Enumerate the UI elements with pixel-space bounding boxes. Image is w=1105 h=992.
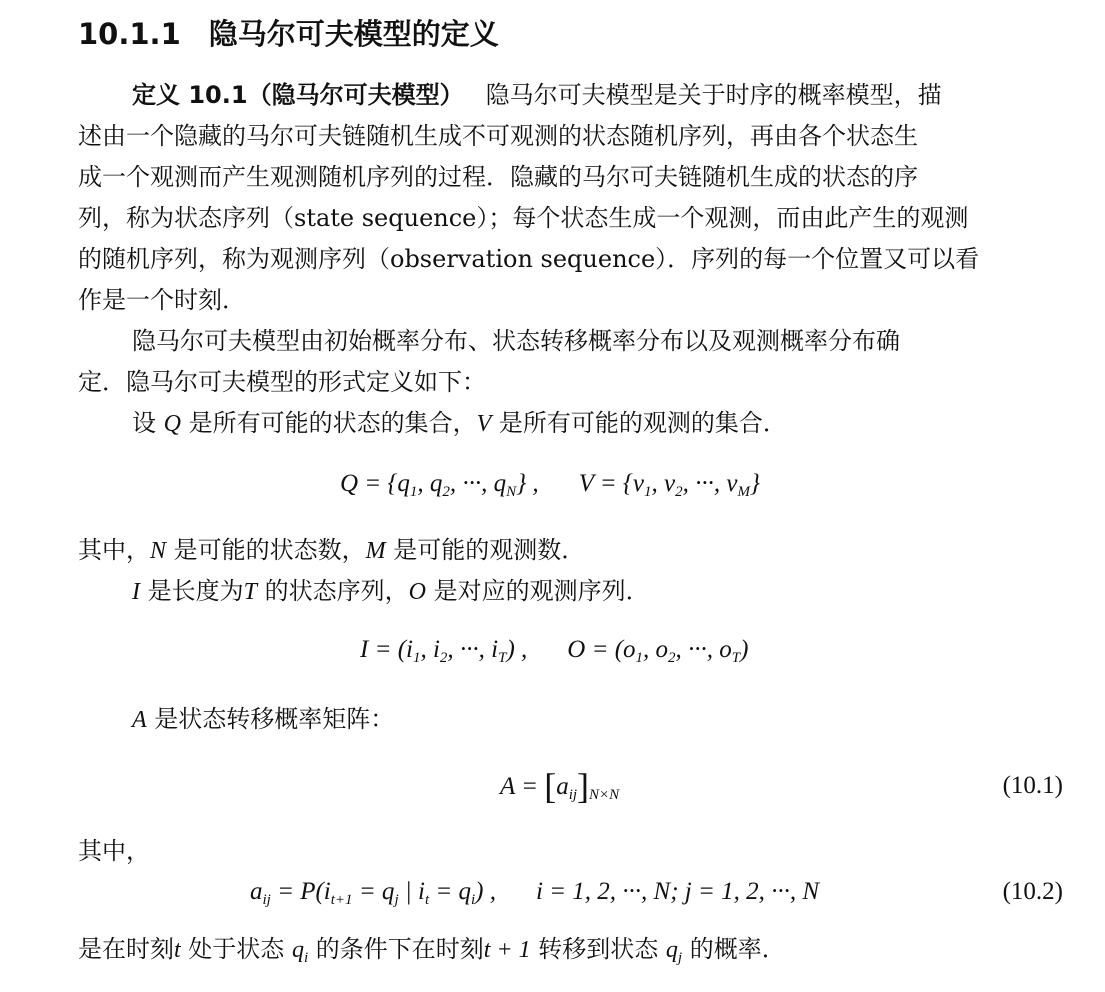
para5-line bbox=[132, 576, 1067, 607]
eq101-a: a bbox=[556, 773, 569, 800]
para8-mid1: 处于状态 bbox=[180, 935, 292, 963]
para3-suffix: 是所有可能的观测的集合． bbox=[491, 409, 787, 437]
para8-suffix: 的概率． bbox=[682, 935, 786, 963]
eq101-open-bracket: [ bbox=[544, 766, 557, 806]
para2-line-2: 定．隐马尔可夫模型的形式定义如下： bbox=[78, 368, 486, 396]
definition-name: （隐马尔可夫模型） bbox=[247, 81, 464, 109]
eq102-eq: = P(i bbox=[270, 878, 331, 905]
equation-10-2 bbox=[250, 876, 819, 916]
eq101-lhs: A = bbox=[500, 773, 545, 800]
eq102-t-sub: t bbox=[424, 892, 430, 908]
symbol-qi-sub: i bbox=[303, 950, 309, 966]
eq102-mid: = q bbox=[352, 878, 395, 905]
eq102-j-sub: j bbox=[394, 892, 399, 908]
symbol-N: N bbox=[150, 538, 167, 564]
eq102-close: ) , bbox=[475, 878, 496, 905]
equation-number-10-1: (10.1) bbox=[1002, 772, 1063, 799]
equation-number-10-2: (10.2) bbox=[1002, 878, 1063, 905]
eq102-range: i = 1, 2, ···, N; j = 1, 2, ···, N bbox=[535, 878, 820, 905]
symbol-qj-sub: j bbox=[677, 950, 683, 966]
eq-q-mid: , ···, q bbox=[449, 470, 507, 497]
definition-line-6: 作是一个时刻． bbox=[78, 286, 246, 314]
section-number: 10.1.1 bbox=[78, 17, 181, 51]
definition-text-1: 隐马尔可夫模型是关于时序的概率模型，描 bbox=[485, 81, 942, 109]
para8-prefix: 是在时刻 bbox=[78, 935, 174, 963]
eq-o-subT: T bbox=[731, 650, 741, 666]
symbol-t: t bbox=[174, 937, 181, 963]
equation-sequences bbox=[360, 634, 748, 674]
eq101-dim: N×N bbox=[589, 787, 620, 803]
eq-v-mid: , ···, v bbox=[682, 470, 738, 497]
eq-i-subT: T bbox=[498, 650, 507, 666]
para3-line bbox=[132, 408, 1067, 439]
symbol-A: A bbox=[132, 707, 147, 733]
para8-line bbox=[78, 934, 1068, 973]
eq-q-sub2: 2 bbox=[442, 484, 450, 500]
eq-o-mid: , ···, o bbox=[675, 636, 732, 663]
eq-q-end: } , bbox=[516, 470, 539, 497]
eq102-i-sub: i bbox=[470, 892, 476, 908]
symbol-I: I bbox=[132, 579, 140, 605]
para7-line: 其中， bbox=[78, 837, 150, 865]
eq-v-end: } bbox=[749, 470, 760, 497]
section-heading bbox=[78, 12, 499, 53]
symbol-Q: Q bbox=[163, 411, 181, 437]
eq-v-sub1: 1 bbox=[643, 484, 652, 500]
equation-sets bbox=[340, 468, 760, 508]
para4-suffix: 是可能的观测数． bbox=[385, 536, 586, 564]
definition-line-3: 成一个观测而产生观测随机序列的过程．隐藏的马尔可夫链随机生成的状态的序 bbox=[78, 163, 918, 191]
para8-mid3: 转移到状态 bbox=[530, 935, 666, 963]
eq-v-lhs: V = {v bbox=[578, 470, 644, 497]
eq-i-end: ) , bbox=[506, 636, 528, 663]
eq102-mid2: = q bbox=[429, 878, 471, 905]
symbol-t-plus: t bbox=[483, 937, 491, 963]
symbol-qi: q bbox=[291, 937, 304, 963]
eq-i-sub2: 2 bbox=[439, 650, 448, 666]
section-title: 隐马尔可夫模型的定义 bbox=[208, 17, 499, 51]
definition-label: 定义 10.1 bbox=[132, 81, 248, 109]
para3-mid: 是所有可能的状态的集合， bbox=[180, 409, 477, 437]
eq-q-sub1: 1 bbox=[409, 484, 418, 500]
eq-q-subN: N bbox=[506, 484, 517, 500]
eq101-a-sub: ij bbox=[568, 787, 578, 803]
para8-mid2: 的条件下在时刻 bbox=[308, 935, 484, 963]
definition-line-1 bbox=[132, 80, 1067, 110]
para5-mid2: 的状态序列， bbox=[257, 577, 409, 605]
symbol-V: V bbox=[476, 411, 492, 437]
para4-mid: 是可能的状态数， bbox=[166, 536, 366, 564]
definition-line-2: 述由一个隐藏的马尔可夫链随机生成不可观测的状态随机序列，再由各个状态生 bbox=[78, 122, 918, 150]
symbol-T: T bbox=[243, 579, 257, 605]
eq-o-sub1: 1 bbox=[635, 650, 644, 666]
eq-i-lhs: I = (i bbox=[360, 636, 413, 663]
para4-line bbox=[78, 535, 1068, 566]
eq102-a: a bbox=[250, 878, 263, 905]
eq-o-end: ) bbox=[740, 636, 749, 663]
symbol-plus-one: + 1 bbox=[490, 937, 531, 963]
equation-10-1 bbox=[500, 766, 620, 811]
symbol-M: M bbox=[365, 538, 386, 564]
eq-o-sub2: 2 bbox=[668, 650, 676, 666]
eq-v-sep: , v bbox=[651, 470, 676, 497]
para5-suffix: 是对应的观测序列． bbox=[425, 577, 650, 605]
eq-q-sep: , q bbox=[417, 470, 443, 497]
eq-o-lhs: O = (o bbox=[567, 636, 636, 663]
eq-v-sub2: 2 bbox=[675, 484, 683, 500]
eq-q-lhs: Q = {q bbox=[340, 470, 410, 497]
eq-i-sep: , i bbox=[420, 636, 440, 663]
symbol-qj: q bbox=[665, 937, 678, 963]
eq102-a-sub: ij bbox=[262, 892, 271, 908]
para2-line-1: 隐马尔可夫模型由初始概率分布、状态转移概率分布以及观测概率分布确 bbox=[132, 327, 900, 355]
para4-prefix: 其中， bbox=[78, 536, 150, 564]
eq102-bar: | i bbox=[398, 878, 425, 905]
para5-mid1: 是长度为 bbox=[140, 577, 244, 605]
eq-i-sub1: 1 bbox=[412, 650, 421, 666]
symbol-O: O bbox=[408, 579, 426, 605]
definition-line-4: 列，称为状态序列（state sequence）；每个状态生成一个观测，而由此产生的观测 bbox=[78, 204, 969, 232]
para6-line bbox=[132, 704, 1067, 735]
definition-line-5: 的随机序列，称为观测序列（observation sequence）．序列的每一个位置又可以看 bbox=[78, 245, 980, 273]
para3-prefix: 设 bbox=[132, 409, 164, 437]
para6-text: 是状态转移概率矩阵： bbox=[146, 705, 395, 733]
eq-v-subM: M bbox=[737, 484, 750, 500]
eq-o-sep: , o bbox=[643, 636, 669, 663]
eq101-close-bracket: ] bbox=[577, 766, 590, 806]
eq-i-mid: , ···, i bbox=[447, 636, 499, 663]
eq102-t1-sub: t+1 bbox=[330, 892, 353, 908]
